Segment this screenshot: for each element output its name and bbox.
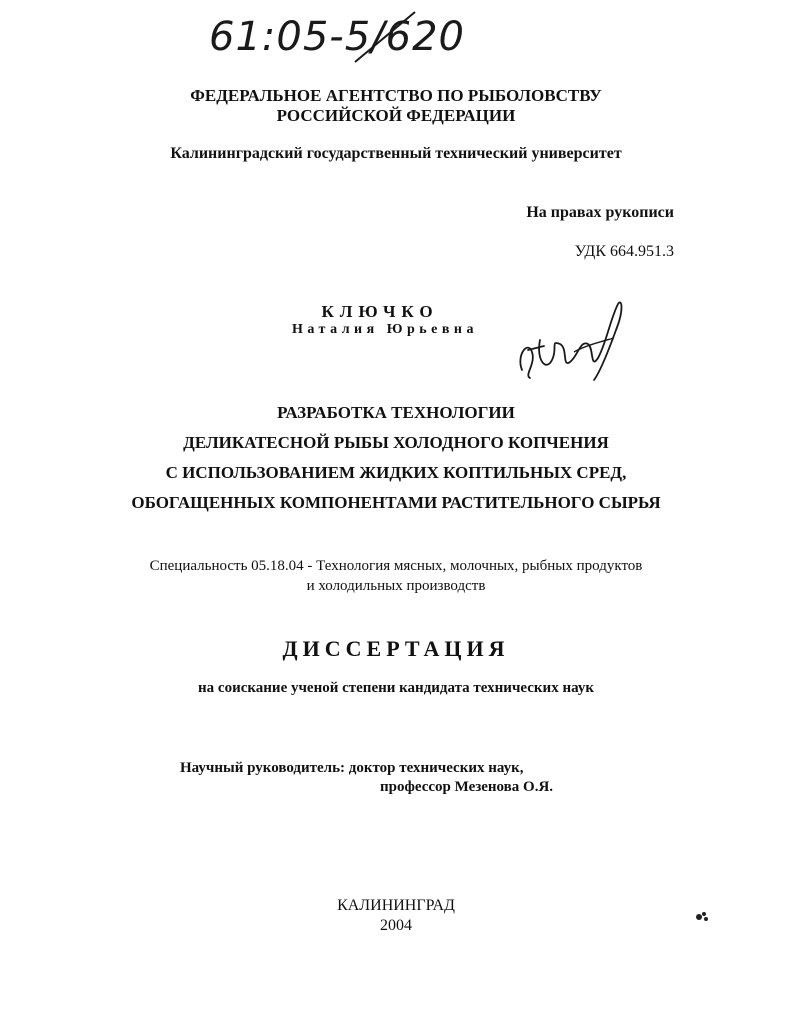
specialty-line-2: и холодильных производств bbox=[306, 578, 486, 594]
title-line-2: ДЕЛИКАТЕСНОЙ РЫБЫ ХОЛОДНОГО КОПЧЕНИЯ bbox=[183, 433, 609, 452]
scan-artifact-mark bbox=[694, 909, 710, 923]
supervisor-line-1: Научный руководитель: доктор технических наук, bbox=[180, 760, 524, 776]
agency-line-1: ФЕДЕРАЛЬНОЕ АГЕНТСТВО ПО РЫБОЛОВСТВУ bbox=[190, 86, 602, 105]
degree-line: на соискание ученой степени кандидата технических наук bbox=[198, 680, 594, 696]
supervisor-line-2: профессор Мезенова О.Я. bbox=[380, 779, 554, 795]
udc-code: УДК 664.951.3 bbox=[574, 243, 674, 260]
author-given-names: Наталия Юрьевна bbox=[292, 322, 478, 337]
agency-header bbox=[0, 86, 792, 126]
document-type: ДИССЕРТАЦИЯ bbox=[282, 636, 510, 661]
city: КАЛИНИНГРАД bbox=[337, 897, 455, 914]
agency-line-2: РОССИЙСКОЙ ФЕДЕРАЦИИ bbox=[276, 106, 516, 125]
title-line-3: С ИСПОЛЬЗОВАНИЕМ ЖИДКИХ КОПТИЛЬНЫХ СРЕД, bbox=[165, 463, 627, 482]
university-name: Калининградский государственный технический университет bbox=[170, 145, 622, 162]
handwritten-archive-number bbox=[205, 4, 475, 68]
author-signature bbox=[510, 300, 630, 385]
title-line-4: ОБОГАЩЕННЫХ КОМПОНЕНТАМИ РАСТИТЕЛЬНОГО СЫРЬЯ bbox=[131, 493, 661, 512]
manuscript-rights: На правах рукописи bbox=[526, 204, 674, 221]
city-year bbox=[0, 896, 792, 936]
dissertation-title bbox=[0, 398, 792, 518]
archive-mark-text: 61:05-5/620 bbox=[209, 14, 465, 60]
specialty-line-1: Специальность 05.18.04 - Технология мясных, молочных, рыбных продуктов bbox=[149, 558, 643, 574]
year: 2004 bbox=[380, 917, 412, 934]
author-surname: КЛЮЧКО bbox=[321, 302, 439, 321]
title-line-1: РАЗРАБОТКА ТЕХНОЛОГИИ bbox=[277, 403, 515, 422]
specialty bbox=[0, 556, 792, 596]
